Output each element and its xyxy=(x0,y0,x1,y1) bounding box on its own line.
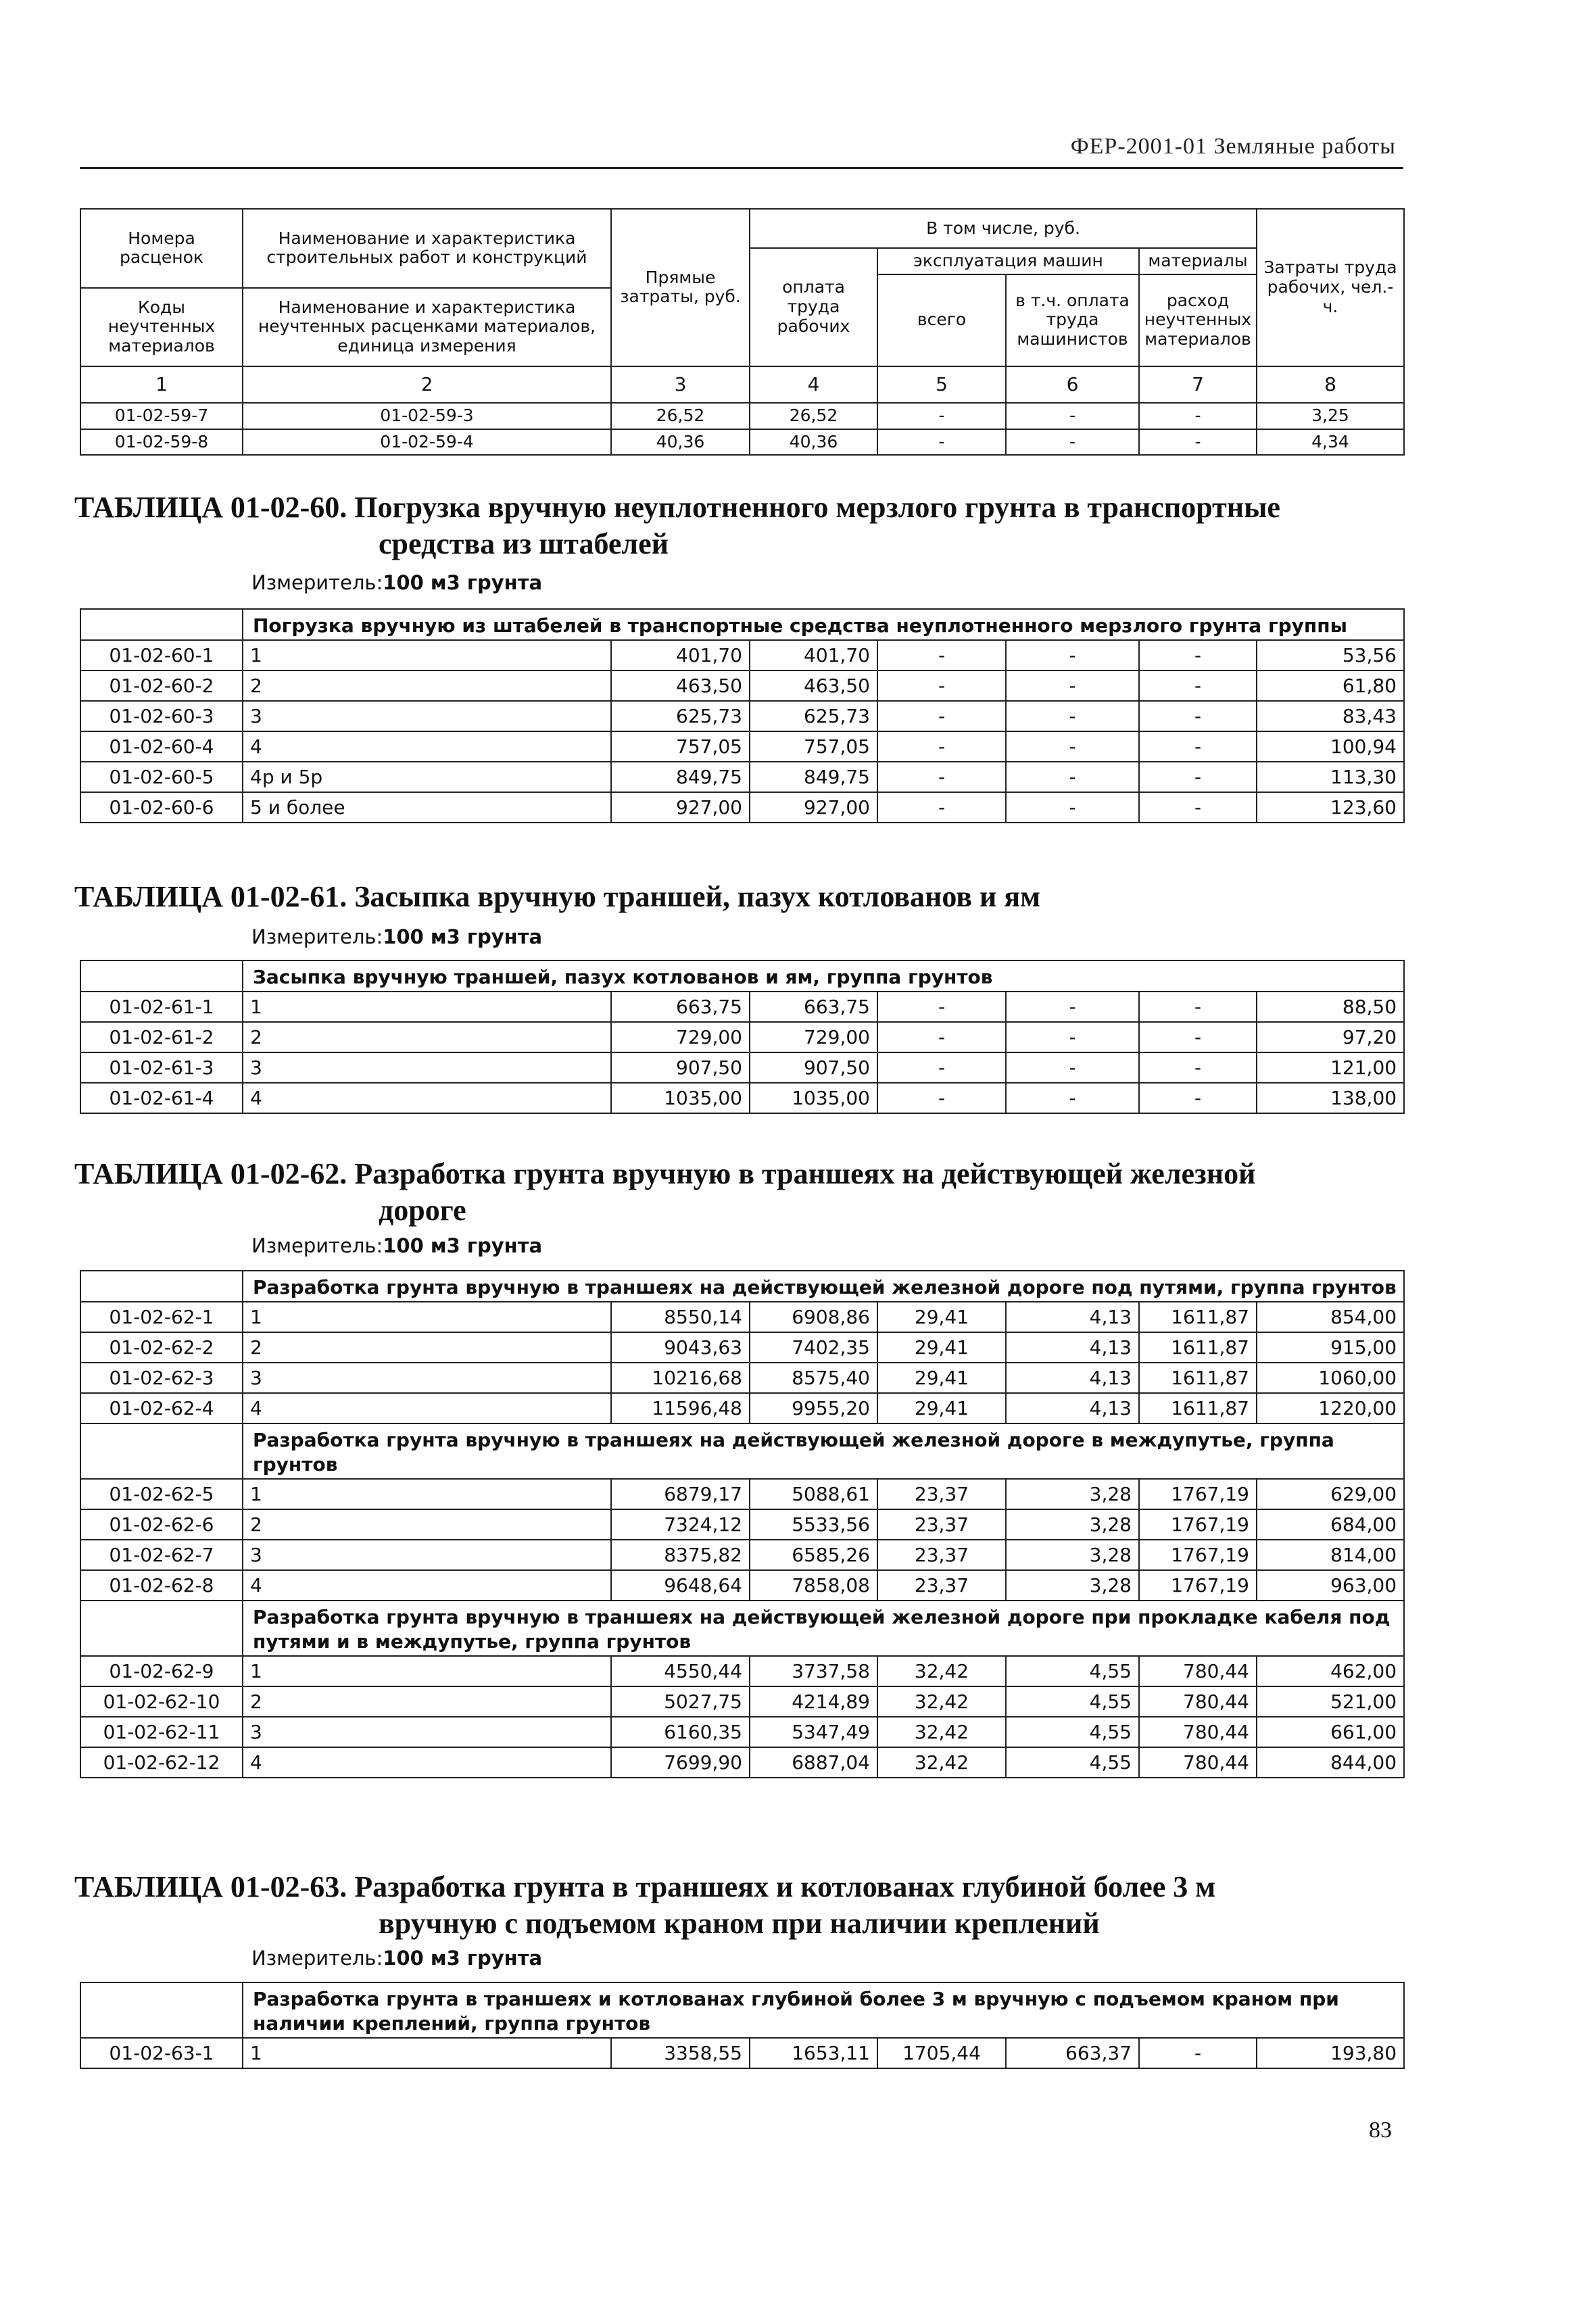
sections.2.groups.1.rows-row xyxy=(80,1540,1404,1570)
worker-pay-cell: 9955,20 xyxy=(750,1393,877,1423)
column-index-5: 5 xyxy=(877,366,1006,403)
worker-pay-cell: 757,05 xyxy=(750,731,877,762)
direct-cost-cell: 625,73 xyxy=(611,701,750,731)
direct-cost-cell: 401,70 xyxy=(611,640,750,671)
sections.2.groups.2.rows-row xyxy=(80,1656,1404,1686)
rate-code-cell: 01-02-61-1 xyxy=(80,992,243,1022)
running-head: ФЕР-2001-01 Земляные работы xyxy=(1070,134,1396,159)
material-usage-cell: 1767,19 xyxy=(1139,1540,1257,1570)
group-heading: Разработка грунта в траншеях и котлованах глубиной более 3 м вручную с подъемом краном при наличии креплений, группа грунтов xyxy=(243,1982,1404,2038)
work-name-cell: 4 xyxy=(243,1747,611,1778)
sections.2.groups.0.rows-row xyxy=(80,1332,1404,1363)
group-code-blank xyxy=(80,1271,243,1302)
machines-total-cell: 23,37 xyxy=(877,1509,1006,1540)
work-name-cell: 01-02-59-4 xyxy=(243,429,611,456)
operator-pay-cell: 3,28 xyxy=(1006,1479,1139,1509)
material-usage-cell: 1611,87 xyxy=(1139,1332,1257,1363)
work-name-cell: 1 xyxy=(243,992,611,1022)
direct-cost-cell: 40,36 xyxy=(611,429,750,456)
material-usage-cell: 1767,19 xyxy=(1139,1509,1257,1540)
rates-table xyxy=(80,1982,1405,2069)
machines-total-cell: 29,41 xyxy=(877,1363,1006,1393)
worker-pay-cell: 6887,04 xyxy=(750,1747,877,1778)
direct-cost-cell: 757,05 xyxy=(611,731,750,762)
labor-cell: 53,56 xyxy=(1257,640,1404,671)
rates-table xyxy=(80,608,1405,823)
work-name-cell: 2 xyxy=(243,1022,611,1052)
operator-pay-cell: 4,13 xyxy=(1006,1332,1139,1363)
rate-code-cell: 01-02-62-11 xyxy=(80,1717,243,1747)
operator-pay-cell: - xyxy=(1006,671,1139,701)
machines-total-cell: 32,42 xyxy=(877,1717,1006,1747)
machines-total-cell: - xyxy=(877,429,1006,456)
operator-pay-cell: - xyxy=(1006,762,1139,792)
col-materials-header: материалы xyxy=(1139,248,1257,274)
column-index-8: 8 xyxy=(1257,366,1404,403)
top_rows-row xyxy=(80,429,1404,456)
material-usage-cell: 780,44 xyxy=(1139,1747,1257,1778)
operator-pay-cell: 3,28 xyxy=(1006,1540,1139,1570)
rate-code-cell: 01-02-60-5 xyxy=(80,762,243,792)
work-name-cell: 1 xyxy=(243,640,611,671)
worker-pay-cell: 3737,58 xyxy=(750,1656,877,1686)
worker-pay-cell: 7402,35 xyxy=(750,1332,877,1363)
labor-cell: 121,00 xyxy=(1257,1052,1404,1083)
sections.2.groups.1.rows-row xyxy=(80,1570,1404,1601)
direct-cost-cell: 3358,55 xyxy=(611,2038,750,2068)
rate-code-cell: 01-02-62-4 xyxy=(80,1393,243,1423)
column-index-row xyxy=(80,366,1404,403)
direct-cost-cell: 7324,12 xyxy=(611,1509,750,1540)
sections.1.groups.0.rows-row xyxy=(80,1022,1404,1052)
machines-total-cell: 1705,44 xyxy=(877,2038,1006,2068)
worker-pay-cell: 729,00 xyxy=(750,1022,877,1052)
rate-code-cell: 01-02-59-8 xyxy=(80,429,243,456)
direct-cost-cell: 463,50 xyxy=(611,671,750,701)
worker-pay-cell: 907,50 xyxy=(750,1052,877,1083)
work-name-cell: 4 xyxy=(243,1570,611,1601)
material-usage-cell: - xyxy=(1139,640,1257,671)
worker-pay-cell: 1035,00 xyxy=(750,1083,877,1113)
sections.2.groups.0.rows-row xyxy=(80,1363,1404,1393)
work-name-cell: 2 xyxy=(243,1332,611,1363)
worker-pay-cell: 26,52 xyxy=(750,403,877,429)
sections.1.groups.0.rows-row xyxy=(80,992,1404,1022)
rates-header-table xyxy=(80,208,1405,456)
rate-code-cell: 01-02-61-3 xyxy=(80,1052,243,1083)
labor-cell: 88,50 xyxy=(1257,992,1404,1022)
direct-cost-cell: 8375,82 xyxy=(611,1540,750,1570)
labor-cell: 97,20 xyxy=(1257,1022,1404,1052)
machines-total-cell: 29,41 xyxy=(877,1393,1006,1423)
rate-code-cell: 01-02-63-1 xyxy=(80,2038,243,2068)
col-machines-header: эксплуатация машин xyxy=(877,248,1139,274)
labor-cell: 1220,00 xyxy=(1257,1393,1404,1423)
machines-total-cell: - xyxy=(877,792,1006,823)
group-code-blank xyxy=(80,1601,243,1656)
work-name-cell: 3 xyxy=(243,1363,611,1393)
work-name-cell: 2 xyxy=(243,1686,611,1717)
sections.2.groups.0.rows-row xyxy=(80,1393,1404,1423)
labor-cell: 963,00 xyxy=(1257,1570,1404,1601)
machines-total-cell: 23,37 xyxy=(877,1570,1006,1601)
machines-total-cell: - xyxy=(877,701,1006,731)
direct-cost-cell: 729,00 xyxy=(611,1022,750,1052)
col-work-name-header: Наименование и характеристика строительных работ и конструкций xyxy=(243,209,611,288)
material-usage-cell: - xyxy=(1139,792,1257,823)
col-direct-cost-header: Прямые затраты, руб. xyxy=(611,209,750,366)
material-usage-cell: 780,44 xyxy=(1139,1717,1257,1747)
labor-cell: 3,25 xyxy=(1257,403,1404,429)
material-usage-cell: - xyxy=(1139,1022,1257,1052)
material-usage-cell: - xyxy=(1139,671,1257,701)
section-title: ТАБЛИЦА 01-02-62. Разработка грунта вручную в траншеях на действующей железной дороге xyxy=(74,1157,1256,1227)
machines-total-cell: - xyxy=(877,1083,1006,1113)
machines-total-cell: - xyxy=(877,640,1006,671)
machines-total-cell: - xyxy=(877,671,1006,701)
direct-cost-cell: 9043,63 xyxy=(611,1332,750,1363)
group-heading: Засыпка вручную траншей, пазух котлованов и ям, группа грунтов xyxy=(243,960,1404,992)
group-heading-row xyxy=(80,609,1404,640)
operator-pay-cell: 4,55 xyxy=(1006,1717,1139,1747)
material-usage-cell: 1767,19 xyxy=(1139,1479,1257,1509)
machines-total-cell: - xyxy=(877,731,1006,762)
material-usage-cell: - xyxy=(1139,2038,1257,2068)
worker-pay-cell: 40,36 xyxy=(750,429,877,456)
work-name-cell: 2 xyxy=(243,671,611,701)
worker-pay-cell: 927,00 xyxy=(750,792,877,823)
col-material-code-header: Коды неучтенных материалов xyxy=(80,288,243,366)
operator-pay-cell: 4,55 xyxy=(1006,1656,1139,1686)
group-code-blank xyxy=(80,960,243,992)
machines-total-cell: 29,41 xyxy=(877,1332,1006,1363)
group-heading-row xyxy=(80,1601,1404,1656)
rate-code-cell: 01-02-61-2 xyxy=(80,1022,243,1052)
direct-cost-cell: 8550,14 xyxy=(611,1302,750,1332)
machines-total-cell: 32,42 xyxy=(877,1656,1006,1686)
rate-code-cell: 01-02-61-4 xyxy=(80,1083,243,1113)
material-usage-cell: - xyxy=(1139,429,1257,456)
direct-cost-cell: 4550,44 xyxy=(611,1656,750,1686)
sections.0.groups.0.rows-row xyxy=(80,792,1404,823)
direct-cost-cell: 1035,00 xyxy=(611,1083,750,1113)
rate-code-cell: 01-02-62-8 xyxy=(80,1570,243,1601)
work-name-cell: 3 xyxy=(243,701,611,731)
operator-pay-cell: - xyxy=(1006,1083,1139,1113)
rate-code-cell: 01-02-60-3 xyxy=(80,701,243,731)
operator-pay-cell: - xyxy=(1006,403,1139,429)
sections.0.groups.0.rows-row xyxy=(80,701,1404,731)
labor-cell: 844,00 xyxy=(1257,1747,1404,1778)
direct-cost-cell: 26,52 xyxy=(611,403,750,429)
direct-cost-cell: 6160,35 xyxy=(611,1717,750,1747)
machines-total-cell: 29,41 xyxy=(877,1302,1006,1332)
col-worker-pay-header: оплата труда рабочих xyxy=(750,248,877,366)
sections.0.groups.0.rows-row xyxy=(80,671,1404,701)
direct-cost-cell: 7699,90 xyxy=(611,1747,750,1778)
page-number: 83 xyxy=(1369,2118,1392,2143)
machines-total-cell: 23,37 xyxy=(877,1479,1006,1509)
worker-pay-cell: 401,70 xyxy=(750,640,877,671)
work-name-cell: 4 xyxy=(243,731,611,762)
top-rows xyxy=(80,403,1404,456)
unit-of-measure: Измеритель:100 м3 грунта xyxy=(251,925,543,948)
labor-cell: 100,94 xyxy=(1257,731,1404,762)
group-heading: Разработка грунта вручную в траншеях на действующей железной дороге при прокладке кабеля под путями и в междупутье, группа грунтов xyxy=(243,1601,1404,1656)
labor-cell: 61,80 xyxy=(1257,671,1404,701)
sections.2.groups.1.rows-row xyxy=(80,1479,1404,1509)
rate-code-cell: 01-02-62-7 xyxy=(80,1540,243,1570)
machines-total-cell: - xyxy=(877,1022,1006,1052)
group-heading-row xyxy=(80,960,1404,992)
direct-cost-cell: 907,50 xyxy=(611,1052,750,1083)
rates-table xyxy=(80,1270,1405,1778)
labor-cell: 1060,00 xyxy=(1257,1363,1404,1393)
col-operator-pay-header: в т.ч. оплата труда машинистов xyxy=(1006,274,1139,366)
operator-pay-cell: 3,28 xyxy=(1006,1570,1139,1601)
unit-of-measure: Измеритель:100 м3 грунта xyxy=(251,1234,543,1257)
direct-cost-cell: 663,75 xyxy=(611,992,750,1022)
rate-code-cell: 01-02-62-1 xyxy=(80,1302,243,1332)
machines-total-cell: 32,42 xyxy=(877,1747,1006,1778)
col-rate-number-header: Номера расценок xyxy=(80,209,243,288)
group-heading-row xyxy=(80,1982,1404,2038)
labor-cell: 83,43 xyxy=(1257,701,1404,731)
rate-code-cell: 01-02-60-2 xyxy=(80,671,243,701)
operator-pay-cell: - xyxy=(1006,1022,1139,1052)
material-usage-cell: - xyxy=(1139,403,1257,429)
labor-cell: 684,00 xyxy=(1257,1509,1404,1540)
operator-pay-cell: 4,13 xyxy=(1006,1302,1139,1332)
column-index-4: 4 xyxy=(750,366,877,403)
work-name-cell: 2 xyxy=(243,1509,611,1540)
worker-pay-cell: 6585,26 xyxy=(750,1540,877,1570)
material-usage-cell: 1611,87 xyxy=(1139,1393,1257,1423)
operator-pay-cell: - xyxy=(1006,792,1139,823)
labor-cell: 814,00 xyxy=(1257,1540,1404,1570)
material-usage-cell: 780,44 xyxy=(1139,1686,1257,1717)
operator-pay-cell: 663,37 xyxy=(1006,2038,1139,2068)
material-usage-cell: 1611,87 xyxy=(1139,1302,1257,1332)
operator-pay-cell: - xyxy=(1006,640,1139,671)
column-index-2: 2 xyxy=(243,366,611,403)
rate-code-cell: 01-02-59-7 xyxy=(80,403,243,429)
worker-pay-cell: 1653,11 xyxy=(750,2038,877,2068)
labor-cell: 661,00 xyxy=(1257,1717,1404,1747)
operator-pay-cell: 3,28 xyxy=(1006,1509,1139,1540)
group-heading: Разработка грунта вручную в траншеях на действующей железной дороге под путями, группа грунтов xyxy=(243,1271,1404,1302)
machines-total-cell: - xyxy=(877,403,1006,429)
col-labor-header: Затраты труда рабочих, чел.-ч. xyxy=(1257,209,1404,366)
section-title: ТАБЛИЦА 01-02-63. Разработка грунта в траншеях и котлованах глубиной более 3 м вручную с подъемом краном при наличии креплений xyxy=(74,1870,1216,1940)
material-usage-cell: - xyxy=(1139,1052,1257,1083)
sections.0.groups.0.rows-row xyxy=(80,762,1404,792)
worker-pay-cell: 6908,86 xyxy=(750,1302,877,1332)
labor-cell: 193,80 xyxy=(1257,2038,1404,2068)
machines-total-cell: - xyxy=(877,762,1006,792)
operator-pay-cell: - xyxy=(1006,1052,1139,1083)
machines-total-cell: - xyxy=(877,1052,1006,1083)
material-usage-cell: - xyxy=(1139,762,1257,792)
work-name-cell: 3 xyxy=(243,1540,611,1570)
direct-cost-cell: 9648,64 xyxy=(611,1570,750,1601)
operator-pay-cell: 4,55 xyxy=(1006,1747,1139,1778)
labor-cell: 521,00 xyxy=(1257,1686,1404,1717)
rate-code-cell: 01-02-62-9 xyxy=(80,1656,243,1686)
material-usage-cell: 780,44 xyxy=(1139,1656,1257,1686)
worker-pay-cell: 625,73 xyxy=(750,701,877,731)
material-usage-cell: - xyxy=(1139,701,1257,731)
rate-code-cell: 01-02-62-5 xyxy=(80,1479,243,1509)
sections.3.groups.0.rows-row xyxy=(80,2038,1404,2068)
work-name-cell: 01-02-59-3 xyxy=(243,403,611,429)
section-title: ТАБЛИЦА 01-02-61. Засыпка вручную траншей, пазух котлованов и ям xyxy=(74,880,1041,913)
column-index-6: 6 xyxy=(1006,366,1139,403)
material-usage-cell: - xyxy=(1139,1083,1257,1113)
operator-pay-cell: - xyxy=(1006,429,1139,456)
operator-pay-cell: - xyxy=(1006,701,1139,731)
rate-code-cell: 01-02-62-2 xyxy=(80,1332,243,1363)
work-name-cell: 3 xyxy=(243,1052,611,1083)
work-name-cell: 1 xyxy=(243,1302,611,1332)
direct-cost-cell: 927,00 xyxy=(611,792,750,823)
work-name-cell: 4р и 5р xyxy=(243,762,611,792)
labor-cell: 854,00 xyxy=(1257,1302,1404,1332)
work-name-cell: 3 xyxy=(243,1717,611,1747)
worker-pay-cell: 7858,08 xyxy=(750,1570,877,1601)
worker-pay-cell: 5088,61 xyxy=(750,1479,877,1509)
group-heading: Погрузка вручную из штабелей в транспортные средства неуплотненного мерзлого грунта группы xyxy=(243,609,1404,640)
col-material-usage-header: расход неучтенных материалов xyxy=(1139,274,1257,366)
col-including-header: В том числе, руб. xyxy=(750,209,1257,248)
machines-total-cell: 23,37 xyxy=(877,1540,1006,1570)
work-name-cell: 1 xyxy=(243,1479,611,1509)
header-rule xyxy=(80,167,1403,169)
top_rows-row xyxy=(80,403,1404,429)
rates-table xyxy=(80,960,1405,1114)
worker-pay-cell: 663,75 xyxy=(750,992,877,1022)
group-heading-row xyxy=(80,1423,1404,1479)
labor-cell: 4,34 xyxy=(1257,429,1404,456)
labor-cell: 123,60 xyxy=(1257,792,1404,823)
worker-pay-cell: 463,50 xyxy=(750,671,877,701)
rate-code-cell: 01-02-62-10 xyxy=(80,1686,243,1717)
direct-cost-cell: 11596,48 xyxy=(611,1393,750,1423)
labor-cell: 113,30 xyxy=(1257,762,1404,792)
work-name-cell: 5 и более xyxy=(243,792,611,823)
labor-cell: 629,00 xyxy=(1257,1479,1404,1509)
operator-pay-cell: 4,13 xyxy=(1006,1363,1139,1393)
sections.2.groups.2.rows-row xyxy=(80,1686,1404,1717)
operator-pay-cell: 4,13 xyxy=(1006,1393,1139,1423)
unit-of-measure: Измеритель:100 м3 грунта xyxy=(251,571,543,594)
section-title: ТАБЛИЦА 01-02-60. Погрузка вручную неуплотненного мерзлого грунта в транспортные средства из штабелей xyxy=(74,491,1280,560)
unit-of-measure: Измеритель:100 м3 грунта xyxy=(251,1947,543,1970)
col-machines-total-header: всего xyxy=(877,274,1006,366)
operator-pay-cell: - xyxy=(1006,731,1139,762)
rate-code-cell: 01-02-60-6 xyxy=(80,792,243,823)
machines-total-cell: 32,42 xyxy=(877,1686,1006,1717)
labor-cell: 462,00 xyxy=(1257,1656,1404,1686)
sections.2.groups.1.rows-row xyxy=(80,1509,1404,1540)
rate-code-cell: 01-02-62-3 xyxy=(80,1363,243,1393)
column-index-7: 7 xyxy=(1139,366,1257,403)
sections.2.groups.2.rows-row xyxy=(80,1717,1404,1747)
group-heading: Разработка грунта вручную в траншеях на действующей железной дороге в междупутье, группа грунтов xyxy=(243,1423,1404,1479)
material-usage-cell: 1611,87 xyxy=(1139,1363,1257,1393)
sections.0.groups.0.rows-row xyxy=(80,731,1404,762)
sections.0.groups.0.rows-row xyxy=(80,640,1404,671)
worker-pay-cell: 5347,49 xyxy=(750,1717,877,1747)
sections.1.groups.0.rows-row xyxy=(80,1083,1404,1113)
col-material-name-header: Наименование и характеристика неучтенных расценками материалов, единица измерения xyxy=(243,288,611,366)
rate-code-cell: 01-02-62-12 xyxy=(80,1747,243,1778)
group-heading-row xyxy=(80,1271,1404,1302)
work-name-cell: 4 xyxy=(243,1083,611,1113)
rate-code-cell: 01-02-62-6 xyxy=(80,1509,243,1540)
labor-cell: 915,00 xyxy=(1257,1332,1404,1363)
direct-cost-cell: 6879,17 xyxy=(611,1479,750,1509)
material-usage-cell: 1767,19 xyxy=(1139,1570,1257,1601)
machines-total-cell: - xyxy=(877,992,1006,1022)
work-name-cell: 4 xyxy=(243,1393,611,1423)
operator-pay-cell: 4,55 xyxy=(1006,1686,1139,1717)
column-index-1: 1 xyxy=(80,366,243,403)
sections.2.groups.0.rows-row xyxy=(80,1302,1404,1332)
direct-cost-cell: 5027,75 xyxy=(611,1686,750,1717)
material-usage-cell: - xyxy=(1139,992,1257,1022)
direct-cost-cell: 10216,68 xyxy=(611,1363,750,1393)
labor-cell: 138,00 xyxy=(1257,1083,1404,1113)
sections.2.groups.2.rows-row xyxy=(80,1747,1404,1778)
worker-pay-cell: 5533,56 xyxy=(750,1509,877,1540)
sections.1.groups.0.rows-row xyxy=(80,1052,1404,1083)
worker-pay-cell: 8575,40 xyxy=(750,1363,877,1393)
direct-cost-cell: 849,75 xyxy=(611,762,750,792)
group-code-blank xyxy=(80,1982,243,2038)
work-name-cell: 1 xyxy=(243,1656,611,1686)
worker-pay-cell: 4214,89 xyxy=(750,1686,877,1717)
group-code-blank xyxy=(80,1423,243,1479)
group-code-blank xyxy=(80,609,243,640)
rate-code-cell: 01-02-60-1 xyxy=(80,640,243,671)
column-index-3: 3 xyxy=(611,366,750,403)
operator-pay-cell: - xyxy=(1006,992,1139,1022)
rate-code-cell: 01-02-60-4 xyxy=(80,731,243,762)
worker-pay-cell: 849,75 xyxy=(750,762,877,792)
material-usage-cell: - xyxy=(1139,731,1257,762)
work-name-cell: 1 xyxy=(243,2038,611,2068)
